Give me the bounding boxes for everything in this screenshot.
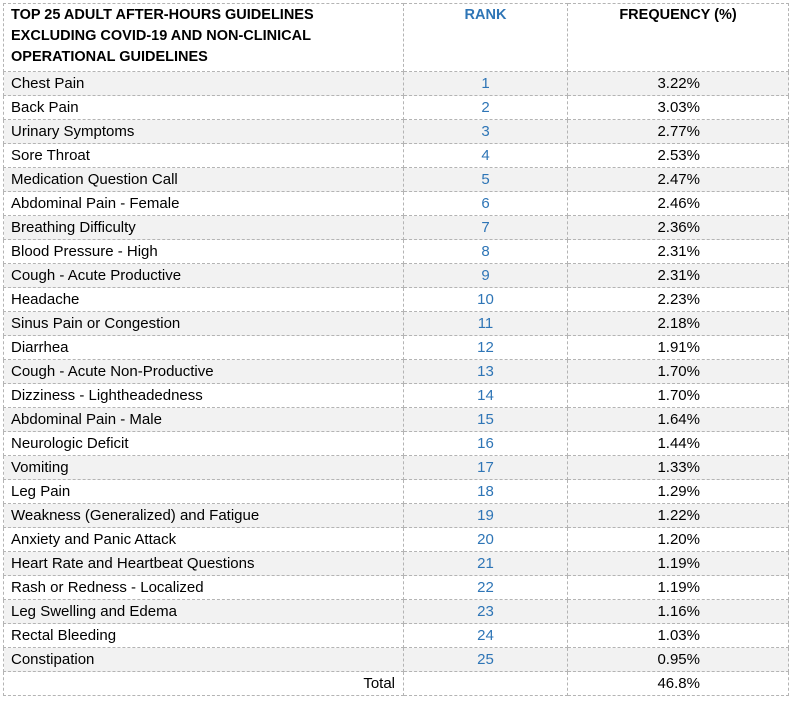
table-row	[4, 192, 789, 216]
table-row	[4, 432, 789, 456]
table-row	[4, 504, 789, 528]
table-row	[4, 72, 789, 96]
guideline-name-cell: Leg Pain	[4, 480, 404, 504]
guideline-name-cell: Vomiting	[4, 456, 404, 480]
guideline-name-cell: Heart Rate and Heartbeat Questions	[4, 552, 404, 576]
guideline-name-cell: Sore Throat	[4, 144, 404, 168]
frequency-cell: 3.03%	[568, 96, 789, 120]
guideline-name-cell: Weakness (Generalized) and Fatigue	[4, 504, 404, 528]
header-row	[4, 4, 789, 72]
frequency-cell: 1.64%	[568, 408, 789, 432]
table-row	[4, 624, 789, 648]
guideline-name-cell: Medication Question Call	[4, 168, 404, 192]
frequency-cell: 1.70%	[568, 360, 789, 384]
frequency-cell: 2.31%	[568, 240, 789, 264]
header-line-2: EXCLUDING COVID-19 AND NON-CLINICAL	[11, 28, 311, 44]
frequency-cell: 1.33%	[568, 456, 789, 480]
frequency-cell: 1.91%	[568, 336, 789, 360]
rank-cell: 8	[404, 240, 568, 264]
table-row	[4, 528, 789, 552]
table-row	[4, 600, 789, 624]
rank-cell: 1	[404, 72, 568, 96]
table-row	[4, 144, 789, 168]
guideline-name-cell: Anxiety and Panic Attack	[4, 528, 404, 552]
table-row	[4, 120, 789, 144]
rank-column-header: RANK	[404, 4, 568, 72]
frequency-cell: 2.31%	[568, 264, 789, 288]
rank-cell: 21	[404, 552, 568, 576]
table-row	[4, 336, 789, 360]
frequency-cell: 2.47%	[568, 168, 789, 192]
frequency-cell: 2.36%	[568, 216, 789, 240]
rank-cell: 19	[404, 504, 568, 528]
frequency-cell: 1.44%	[568, 432, 789, 456]
guideline-name-cell: Leg Swelling and Edema	[4, 600, 404, 624]
table-row	[4, 216, 789, 240]
guidelines-table	[3, 3, 789, 696]
table-row	[4, 456, 789, 480]
rank-cell: 7	[404, 216, 568, 240]
rank-cell: 22	[404, 576, 568, 600]
frequency-cell: 1.19%	[568, 576, 789, 600]
total-rank-blank-cell	[404, 672, 568, 696]
guideline-name-cell: Constipation	[4, 648, 404, 672]
guideline-name-cell: Cough - Acute Productive	[4, 264, 404, 288]
guideline-name-cell: Neurologic Deficit	[4, 432, 404, 456]
header-line-3: OPERATIONAL GUIDELINES	[11, 49, 208, 65]
rank-cell: 6	[404, 192, 568, 216]
table-row	[4, 384, 789, 408]
guideline-column-header	[4, 4, 404, 72]
frequency-cell: 2.46%	[568, 192, 789, 216]
rank-cell: 17	[404, 456, 568, 480]
rank-cell: 12	[404, 336, 568, 360]
rank-cell: 16	[404, 432, 568, 456]
guideline-name-cell: Rash or Redness - Localized	[4, 576, 404, 600]
frequency-cell: 1.16%	[568, 600, 789, 624]
total-row	[4, 672, 789, 696]
frequency-column-header: FREQUENCY (%)	[568, 4, 789, 72]
rank-cell: 24	[404, 624, 568, 648]
frequency-cell: 1.70%	[568, 384, 789, 408]
table-row	[4, 264, 789, 288]
rank-cell: 11	[404, 312, 568, 336]
guideline-name-cell: Headache	[4, 288, 404, 312]
guideline-name-cell: Abdominal Pain - Female	[4, 192, 404, 216]
guideline-name-cell: Chest Pain	[4, 72, 404, 96]
table-body	[4, 72, 789, 672]
total-label: Total	[4, 672, 404, 696]
frequency-cell: 1.29%	[568, 480, 789, 504]
rank-cell: 2	[404, 96, 568, 120]
rank-cell: 23	[404, 600, 568, 624]
rank-cell: 13	[404, 360, 568, 384]
guideline-name-cell: Blood Pressure - High	[4, 240, 404, 264]
guideline-name-cell: Breathing Difficulty	[4, 216, 404, 240]
table-row	[4, 288, 789, 312]
frequency-cell: 2.77%	[568, 120, 789, 144]
rank-cell: 3	[404, 120, 568, 144]
table-row	[4, 552, 789, 576]
table-row	[4, 96, 789, 120]
frequency-cell: 2.18%	[568, 312, 789, 336]
guideline-name-cell: Urinary Symptoms	[4, 120, 404, 144]
guideline-name-cell: Cough - Acute Non-Productive	[4, 360, 404, 384]
table-row	[4, 480, 789, 504]
table-row	[4, 240, 789, 264]
rank-cell: 20	[404, 528, 568, 552]
total-frequency: 46.8%	[568, 672, 789, 696]
guideline-name-cell: Back Pain	[4, 96, 404, 120]
rank-cell: 18	[404, 480, 568, 504]
guideline-name-cell: Sinus Pain or Congestion	[4, 312, 404, 336]
guideline-name-cell: Rectal Bleeding	[4, 624, 404, 648]
table-row	[4, 408, 789, 432]
frequency-cell: 1.19%	[568, 552, 789, 576]
frequency-cell: 2.23%	[568, 288, 789, 312]
rank-cell: 25	[404, 648, 568, 672]
guideline-name-cell: Dizziness - Lightheadedness	[4, 384, 404, 408]
frequency-cell: 2.53%	[568, 144, 789, 168]
guideline-name-cell: Diarrhea	[4, 336, 404, 360]
table-row	[4, 312, 789, 336]
frequency-cell: 1.22%	[568, 504, 789, 528]
header-line-1: TOP 25 ADULT AFTER-HOURS GUIDELINES	[11, 7, 314, 23]
frequency-cell: 1.03%	[568, 624, 789, 648]
frequency-cell: 0.95%	[568, 648, 789, 672]
frequency-cell: 3.22%	[568, 72, 789, 96]
rank-cell: 9	[404, 264, 568, 288]
rank-cell: 14	[404, 384, 568, 408]
frequency-cell: 1.20%	[568, 528, 789, 552]
rank-cell: 5	[404, 168, 568, 192]
rank-cell: 4	[404, 144, 568, 168]
table-row	[4, 360, 789, 384]
table-row	[4, 168, 789, 192]
guideline-name-cell: Abdominal Pain - Male	[4, 408, 404, 432]
table-row	[4, 648, 789, 672]
table-row	[4, 576, 789, 600]
rank-cell: 15	[404, 408, 568, 432]
rank-cell: 10	[404, 288, 568, 312]
